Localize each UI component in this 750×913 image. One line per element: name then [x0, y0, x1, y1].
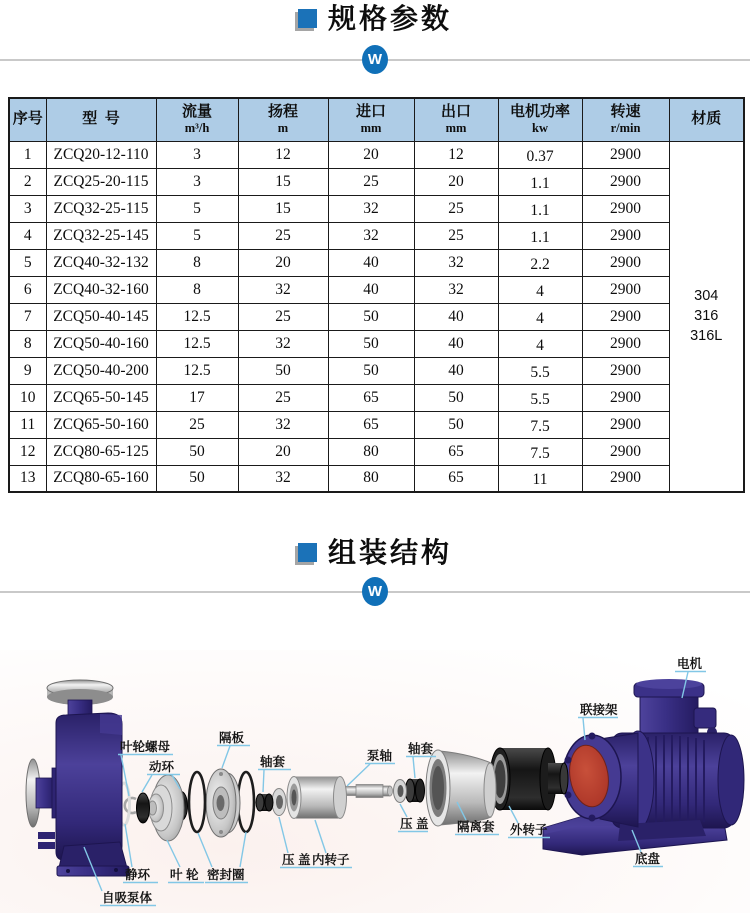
label-outer-rotor — [508, 822, 550, 838]
table-row — [9, 141, 744, 168]
table-row — [9, 384, 744, 411]
cell-outlet: 25 — [414, 222, 498, 249]
cell-head: 32 — [238, 276, 328, 303]
svg-text:轴套: 轴套 — [408, 742, 434, 756]
col-header-model: 型 号 — [46, 98, 156, 141]
cell-speed: 2900 — [582, 141, 669, 168]
cell-outlet: 40 — [414, 303, 498, 330]
cell-inlet: 32 — [328, 195, 414, 222]
table-row — [9, 222, 744, 249]
cell-speed: 2900 — [582, 222, 669, 249]
divider — [0, 577, 750, 607]
cell-outlet: 50 — [414, 411, 498, 438]
w-logo-icon: W — [362, 577, 388, 606]
partition — [206, 769, 240, 837]
cell-index: 5 — [9, 249, 46, 276]
cell-speed: 2900 — [582, 276, 669, 303]
spec-table-wrap — [8, 97, 745, 493]
cell-speed: 2900 — [582, 168, 669, 195]
cell-power: 2.2 — [498, 249, 582, 276]
label-connecting-frame — [578, 702, 618, 718]
cell-outlet: 65 — [414, 438, 498, 465]
blue-square-icon — [298, 543, 317, 562]
cell-model: ZCQ32-25-145 — [46, 222, 156, 249]
label-pump-shaft — [365, 748, 395, 764]
svg-text:叶轮螺母: 叶轮螺母 — [120, 740, 171, 754]
cell-power: 4 — [498, 276, 582, 303]
cell-outlet: 25 — [414, 195, 498, 222]
cell-power: 0.37 — [498, 141, 582, 168]
svg-text:动环: 动环 — [149, 760, 175, 774]
cell-inlet: 80 — [328, 438, 414, 465]
cell-speed: 2900 — [582, 465, 669, 492]
cell-head: 25 — [238, 222, 328, 249]
svg-text:压 盖: 压 盖 — [282, 853, 311, 867]
cell-speed: 2900 — [582, 384, 669, 411]
cell-outlet: 12 — [414, 141, 498, 168]
moving-ring-left — [137, 793, 150, 823]
cell-head: 25 — [238, 303, 328, 330]
header-row — [9, 98, 744, 141]
cell-index: 1 — [9, 141, 46, 168]
cell-flow: 12.5 — [156, 357, 238, 384]
cell-speed: 2900 — [582, 303, 669, 330]
cell-outlet: 32 — [414, 249, 498, 276]
shaft-sleeve-right — [406, 779, 425, 802]
cell-outlet: 40 — [414, 357, 498, 384]
cell-outlet: 20 — [414, 168, 498, 195]
svg-text:静环: 静环 — [125, 868, 151, 882]
cell-outlet: 50 — [414, 384, 498, 411]
cell-flow: 50 — [156, 465, 238, 492]
gland-left — [272, 789, 286, 816]
cell-index: 8 — [9, 330, 46, 357]
shaft-sleeve-left — [256, 794, 273, 811]
table-row — [9, 249, 744, 276]
col-header-flow: 流量 m³/h — [156, 98, 238, 141]
cell-index: 6 — [9, 276, 46, 303]
cell-inlet: 50 — [328, 330, 414, 357]
svg-text:轴套: 轴套 — [260, 755, 286, 769]
pump-shaft — [339, 785, 393, 798]
inner-rotor — [287, 777, 347, 819]
cell-flow: 12.5 — [156, 330, 238, 357]
label-gland-left — [280, 852, 311, 868]
cell-index: 2 — [9, 168, 46, 195]
cell-power: 7.5 — [498, 438, 582, 465]
cell-head: 32 — [238, 330, 328, 357]
cell-power: 4 — [498, 330, 582, 357]
col-header-head: 扬程 m — [238, 98, 328, 141]
table-row — [9, 276, 744, 303]
section-title-assembly — [0, 536, 750, 570]
cell-inlet: 50 — [328, 303, 414, 330]
cell-power: 4 — [498, 303, 582, 330]
label-motor — [675, 656, 706, 672]
label-gland-right — [398, 816, 429, 832]
cell-power: 5.5 — [498, 384, 582, 411]
cell-inlet: 25 — [328, 168, 414, 195]
cell-inlet: 65 — [328, 384, 414, 411]
table-row — [9, 357, 744, 384]
cell-model: ZCQ32-25-115 — [46, 195, 156, 222]
cell-flow: 50 — [156, 438, 238, 465]
cell-model: ZCQ40-32-160 — [46, 276, 156, 303]
cell-flow: 25 — [156, 411, 238, 438]
w-logo-icon: W — [362, 45, 388, 74]
cell-speed: 2900 — [582, 411, 669, 438]
cell-power: 7.5 — [498, 411, 582, 438]
cell-outlet: 32 — [414, 276, 498, 303]
cell-head: 20 — [238, 438, 328, 465]
table-row — [9, 411, 744, 438]
svg-text:叶 轮: 叶 轮 — [170, 868, 199, 882]
cell-speed: 2900 — [582, 330, 669, 357]
table-row — [9, 330, 744, 357]
table-row — [9, 465, 744, 492]
label-impeller-nut — [118, 739, 173, 755]
section-title-text: 组装结构 — [327, 537, 452, 568]
col-header-inlet: 进口 mm — [328, 98, 414, 141]
cell-model: ZCQ50-40-145 — [46, 303, 156, 330]
cell-outlet: 40 — [414, 330, 498, 357]
svg-text:密封圈: 密封圈 — [207, 868, 245, 882]
svg-text:隔离套: 隔离套 — [457, 820, 495, 834]
cell-speed: 2900 — [582, 195, 669, 222]
cell-index: 13 — [9, 465, 46, 492]
cell-speed: 2900 — [582, 438, 669, 465]
spec-table-body — [9, 141, 744, 492]
cell-power: 1.1 — [498, 168, 582, 195]
cell-flow: 8 — [156, 249, 238, 276]
cell-model: ZCQ65-50-145 — [46, 384, 156, 411]
table-row — [9, 168, 744, 195]
col-header-index: 序号 — [9, 98, 46, 141]
cell-power: 1.1 — [498, 195, 582, 222]
cell-inlet: 32 — [328, 222, 414, 249]
cell-index: 7 — [9, 303, 46, 330]
cell-inlet: 65 — [328, 411, 414, 438]
section-title-spec — [0, 2, 750, 36]
label-base-plate — [633, 851, 663, 867]
col-header-power: 电机功率 kw — [498, 98, 582, 141]
cell-power: 5.5 — [498, 357, 582, 384]
divider — [0, 45, 750, 75]
cell-model: ZCQ65-50-160 — [46, 411, 156, 438]
cell-inlet: 40 — [328, 249, 414, 276]
cell-flow: 3 — [156, 168, 238, 195]
material-cell: 304 316 316L — [669, 141, 744, 492]
cell-flow: 8 — [156, 276, 238, 303]
cell-speed: 2900 — [582, 357, 669, 384]
blue-square-icon — [298, 9, 317, 28]
cell-head: 15 — [238, 168, 328, 195]
cell-head: 15 — [238, 195, 328, 222]
cell-model: ZCQ50-40-200 — [46, 357, 156, 384]
isolation-sleeve — [426, 750, 496, 826]
table-row — [9, 195, 744, 222]
label-seal-ring — [205, 867, 248, 883]
cell-power: 11 — [498, 465, 582, 492]
cell-head: 12 — [238, 141, 328, 168]
gland-right — [394, 780, 407, 803]
cell-index: 4 — [9, 222, 46, 249]
section-title-text: 规格参数 — [327, 3, 452, 34]
cell-head: 32 — [238, 465, 328, 492]
cell-index: 11 — [9, 411, 46, 438]
svg-text:内转子: 内转子 — [312, 853, 350, 867]
cell-inlet: 80 — [328, 465, 414, 492]
col-header-material: 材质 — [669, 98, 744, 141]
svg-text:电机: 电机 — [677, 657, 703, 671]
cell-head: 32 — [238, 411, 328, 438]
cell-head: 25 — [238, 384, 328, 411]
cell-index: 12 — [9, 438, 46, 465]
svg-text:底盘: 底盘 — [635, 852, 661, 866]
cell-model: ZCQ25-20-115 — [46, 168, 156, 195]
svg-text:自吸泵体: 自吸泵体 — [102, 891, 153, 905]
cell-flow: 17 — [156, 384, 238, 411]
cell-model: ZCQ20-12-110 — [46, 141, 156, 168]
pump-exploded-diagram — [0, 620, 750, 913]
svg-text:压 盖: 压 盖 — [400, 817, 429, 831]
table-row — [9, 303, 744, 330]
cell-index: 9 — [9, 357, 46, 384]
label-isolation-sleeve — [455, 819, 499, 835]
cell-index: 3 — [9, 195, 46, 222]
cell-model: ZCQ50-40-160 — [46, 330, 156, 357]
label-shaft-sleeve-right — [406, 741, 436, 757]
cell-head: 50 — [238, 357, 328, 384]
col-header-outlet: 出口 mm — [414, 98, 498, 141]
cell-inlet: 20 — [328, 141, 414, 168]
cell-index: 10 — [9, 384, 46, 411]
cell-speed: 2900 — [582, 249, 669, 276]
cell-flow: 5 — [156, 222, 238, 249]
cell-model: ZCQ80-65-125 — [46, 438, 156, 465]
label-pump-body — [100, 890, 156, 906]
svg-text:联接架: 联接架 — [580, 703, 618, 717]
cell-power: 1.1 — [498, 222, 582, 249]
cell-flow: 3 — [156, 141, 238, 168]
spec-table — [8, 97, 745, 493]
cell-inlet: 40 — [328, 276, 414, 303]
svg-text:泵轴: 泵轴 — [367, 749, 393, 763]
cell-model: ZCQ80-65-160 — [46, 465, 156, 492]
table-row — [9, 438, 744, 465]
cell-flow: 5 — [156, 195, 238, 222]
cell-inlet: 50 — [328, 357, 414, 384]
col-header-speed: 转速 r/min — [582, 98, 669, 141]
svg-text:外转子: 外转子 — [510, 823, 548, 837]
cell-outlet: 65 — [414, 465, 498, 492]
cell-model: ZCQ40-32-132 — [46, 249, 156, 276]
cell-flow: 12.5 — [156, 303, 238, 330]
label-inner-rotor — [310, 852, 352, 868]
cell-head: 20 — [238, 249, 328, 276]
svg-text:隔板: 隔板 — [219, 731, 245, 745]
